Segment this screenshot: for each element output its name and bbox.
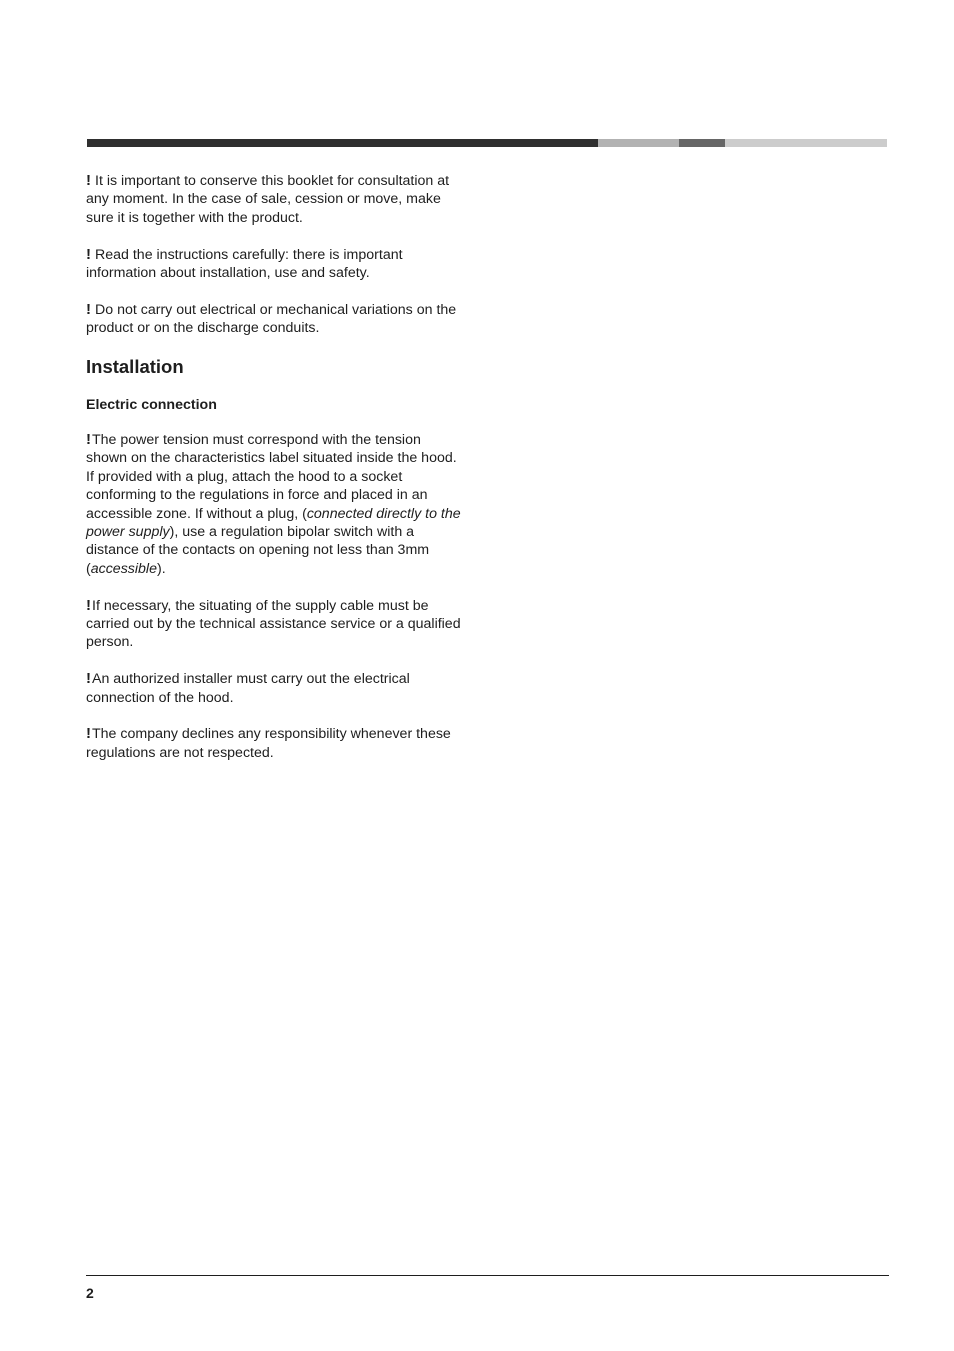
- installation-note-text: The company declines any responsibility whenever these regulations are not respected.: [86, 726, 451, 761]
- notice-text: It is important to conserve this booklet for consultation at any moment. In the case of sale, cession or move, make sure it is together with the product.: [86, 173, 450, 226]
- header-bar-segment-pale: [725, 139, 887, 147]
- notice-paragraph: [86, 172, 461, 227]
- power-note-italic-2: accessible: [90, 560, 157, 577]
- installation-note-paragraph: [86, 597, 461, 652]
- power-note-italic-1: connected directly to the power supply: [86, 505, 461, 541]
- notice-paragraph: [86, 301, 461, 338]
- notice-text: Read the instructions carefully: there is important information about installation, use and safety.: [86, 246, 403, 282]
- power-note-paragraph: [86, 431, 461, 578]
- power-note-text-1: The power tension must correspond with the tension shown on the characteristics label situated inside the hood. If provided with a plug, attach the hood to a socket conforming to the regulations in force and placed in an accessible zone. If without a plug, (: [86, 432, 457, 522]
- notice-paragraph: [86, 246, 461, 283]
- text-column: [86, 172, 461, 781]
- power-note-text-3: ).: [156, 560, 166, 577]
- installation-note-paragraph: [86, 725, 461, 762]
- section-heading-installation: Installation: [86, 356, 184, 378]
- warning-mark-icon: !: [86, 431, 91, 449]
- installation-note-paragraph: [86, 670, 461, 707]
- warning-mark-icon: !: [86, 300, 91, 318]
- installation-note-text: An authorized installer must carry out the electrical connection of the hood.: [86, 671, 410, 706]
- header-bar-segment-mid: [679, 139, 725, 147]
- warning-mark-icon: !: [86, 596, 91, 614]
- warning-mark-icon: !: [86, 725, 91, 743]
- header-bar-segment-dark: [87, 139, 598, 147]
- header-color-bar: [87, 139, 887, 147]
- installation-note-text: If necessary, the situating of the supply cable must be carried out by the technical assistance service or a qualified person.: [86, 597, 461, 651]
- warning-mark-icon: !: [86, 670, 91, 688]
- warning-mark-icon: !: [86, 172, 91, 189]
- subheading-electric-connection: Electric connection: [86, 397, 217, 414]
- notice-text: Do not carry out electrical or mechanical variations on the product or on the discharge conduits.: [86, 301, 457, 337]
- power-note-text-2: ), use a regulation bipolar switch with a distance of the contacts on opening not less than 3mm (: [86, 524, 430, 577]
- page-number: 2: [86, 1285, 94, 1301]
- warning-mark-icon: !: [86, 245, 91, 263]
- header-bar-segment-light: [598, 139, 679, 147]
- footer-divider: [86, 1275, 889, 1276]
